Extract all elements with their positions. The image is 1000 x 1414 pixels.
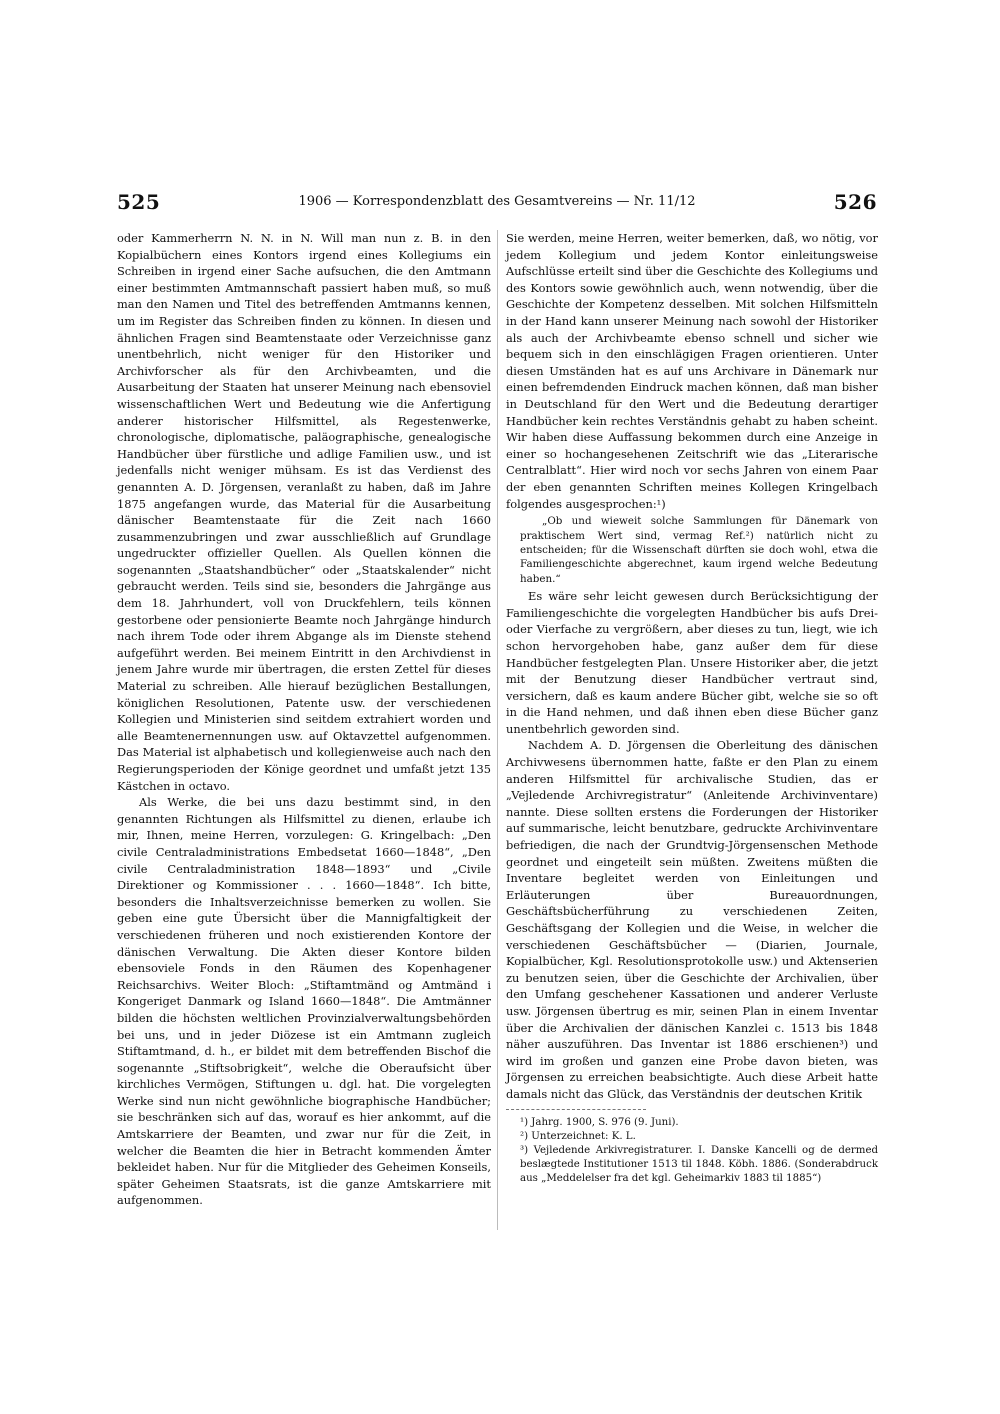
footnote-3: ³) Vejledende Arkivregistraturer. I. Danske Kancelli og de dermed beslægtede Institutioner 1513 til 1848. Köbh. 1886. (Sonderabdruck aus „Meddelelser fra det kgl. Geheimarkiv 1883 til 1885“)	[520, 1144, 878, 1184]
right-column	[506, 230, 878, 1186]
right-paragraph-3: Nachdem A. D. Jörgensen die Oberleitung des dänischen Archivwesens übernommen hatte, faßte er den Plan zu einem anderen Hilfsmittel für archivalische Studien, das er „Vejledende Archivregistratur“ (Anleitende Archivinventare) nannte. Diese sollten erstens die Forderungen der Historiker auf summarische, leicht benutzbare, gedruckte Archivinventare befriedigen, die nach der Grundtvig-Jörgensenschen Methode geordnet und eingeteilt sein müßten. Zweitens müßten die Inventare begleitet werden von Einleitungen und Erläuterungen über Bureauordnungen, Geschäftsbücherführung zu verschiedenen Zeiten, Geschäftsgang der Kollegien und die Weise, in welcher die verschiedenen Geschäftsbücher — (Diarien, Journale, Kopialbücher, Kgl. Resolutionsprotokolle usw.) und Aktenserien zu benutzen seien, über die Geschichte der Archivalien, über den Umfang geschehener Kassationen und anderer Verluste usw. Jörgensen übertrug es mir, seinen Plan in einem Inventar über die Archivalien der dänischen Kanzlei c. 1513 bis 1848 näher auszuführen. Das Inventar ist 1886 erschienen³) und wird im großen und ganzen eine Probe davon bieten, was Jörgensen zu erreichen beabsichtigte. Auch diese Arbeit hatte damals nicht das Glück, das Verständnis der deutschen Kritik	[506, 738, 878, 1101]
footnote-1: ¹) Jahrg. 1900, S. 976 (9. Juni).	[520, 1116, 679, 1128]
left-paragraph-1: oder Kammerherrn N. N. in N. Will man nun z. B. in den Kopialbüchern eines Kontors irgend eines Kollegiums ein Schreiben in irgend einer Sache aufsuchen, die den Amtmann einer bestimmten Amtmannschaft passiert haben muß, so muß man den Namen und Titel des betreffenden Amtmanns kennen, um im Register das Schreiben finden zu können. In diesen und ähnlichen Fragen sind Beamtenstaate oder Verzeichnisse ganz unentbehrlich, nicht weniger für den Historiker und Archivforscher als für den Archivbeamten, und die Ausarbeitung der Staaten hat unserer Meinung nach ebensoviel wissenschaftlichen Wert und Bedeutung wie die Anfertigung anderer historischer Hilfsmittel, als Regestenwerke, chronologische, diplomatische, paläographische, genealogische Handbücher über fürstliche und adlige Familien usw., und ist jedenfalls nicht weniger mühsam. Es ist das Verdienst des genannten A. D. Jörgensen, veranlaßt zu haben, daß im Jahre 1875 angefangen wurde, das Material für die Ausarbeitung dänischer Beamtenstaate für die Zeit nach 1660 zusammenzubringen und zwar ausschließlich auf Grundlage ungedruckter offizieller Quellen. Als Quellen können die sogenannten „Staatshandbücher“ oder „Staatskalender“ nicht gebraucht werden. Teils sind sie, besonders die Jahrgänge aus dem 18. Jahrhundert, voll von Druckfehlern, teils können gestorbene oder pensionierte Beamte noch Jahrgänge hindurch nach ihrem Tode oder ihrem Abgange als im Dienste stehend aufgeführt werden. Bei meinem Eintritt in den Archivdienst in jenem Jahre wurde mir übertragen, die ersten Zettel für dieses Material zu schreiben. Alle hierauf bezüglichen Bestallungen, königlichen Resolutionen, Patente usw. der verschiedenen Kollegien und Ministerien sind seitdem extrahiert worden und alle Beamtenernennungen usw. auf Oktavzettel aufgenommen. Das Material ist alphabetisch und kollegienweise auch nach den Regierungsperioden der Könige geordnet und umfaßt jetzt 135 Kästchen in octavo.	[117, 231, 491, 793]
page-header	[117, 190, 877, 220]
right-paragraph-2: Es wäre sehr leicht gewesen durch Berücksichtigung der Familiengeschichte die vorgelegten Handbücher bis aufs Drei- oder Vierfache zu vergrößern, aber dieses zu tun, liegt, wie ich schon hervorgehoben habe, ganz außer dem für diese Handbücher festgelegten Plan. Unsere Historiker aber, die jetzt mit der Benutzung dieser Handbücher vertraut sind, versichern, daß es kaum andere Bücher gibt, welche sie so oft in die Hand nehmen, und daß ihnen eben diese Bücher ganz unentbehrlich geworden sind.	[506, 589, 878, 736]
column-divider	[497, 230, 498, 1230]
left-paragraph-2: Als Werke, die bei uns dazu bestimmt sind, in den genannten Richtungen als Hilfsmittel zu dienen, erlaube ich mir, Ihnen, meine Herren, vorzulegen: G. Kringelbach: „Den civile Centraladministrations Embedsetat 1660—1848“, „Den civile Centraladministration 1848—1893“ und „Civile Direktioner og Kommissioner . . . 1660—1848“. Ich bitte, besonders die Inhaltsverzeichnisse bemerken zu wollen. Sie geben eine gute Übersicht über die Mannigfaltigkeit der verschiedenen früheren und noch existierenden Kontore der dänischen Verwaltung. Die Akten dieser Kontore bilden ebensoviele Fonds in den Räumen des Kopenhagener Reichsarchivs. Weiter Bloch: „Stiftamtmänd og Amtmänd i Kongeriget Danmark og Island 1660—1848“. Die Amtmänner bilden die höchsten weltlichen Provinzialverwaltungsbehörden bei uns, und in jeder Diözese ist ein Amtmann zugleich Stiftamtmand, d. h., er bildet mit dem betreffenden Bischof die sogenannte „Stiftsobrigkeit“, welche die Oberaufsicht über kirchliches Vermögen, Stiftungen u. dgl. hat. Die vorgelegten Werke sind nun nicht gewöhnliche biographische Handbücher; sie beschränken sich auf das, worauf es hier ankommt, auf die Amtskarriere der Beamten, und zwar nur für die Zeit, in welcher die Beamten die hier in Betracht kommenden Ämter bekleidet haben. Nur für die Mitglieder des Geheimen Konseils, später Geheimen Staatsrats, ist die ganze Amtskarriere mit aufgenommen.	[117, 795, 491, 1208]
left-column	[117, 230, 491, 1209]
footnote-rule	[506, 1109, 646, 1110]
footnote-2: ²) Unterzeichnet: K. L.	[520, 1130, 636, 1142]
page-number-left: 525	[117, 190, 161, 214]
running-title: 1906 — Korrespondenzblatt des Gesamtvereins — Nr. 11/12	[298, 194, 696, 209]
right-paragraph-1: Sie werden, meine Herren, weiter bemerken, daß, wo nötig, vor jedem Kollegium und jedem Kontor einleitungsweise Aufschlüsse erteilt sind über die Geschichte des Kollegiums und des Kontors sowie gewöhnlich auch, wenn notwendig, über die Geschichte der Kompetenz desselben. Mit solchen Hilfsmitteln in der Hand kann unserer Meinung nach sowohl der Historiker als auch der Archivbeamte ebenso schnell und sicher wie bequem sich in den einschlägigen Fragen orientieren. Unter diesen Umständen hat es auf uns Archivare in Dänemark nur einen befremdenden Eindruck machen können, daß man bisher in Deutschland für den Wert und die Bedeutung derartiger Handbücher kein rechtes Verständnis gehabt zu haben scheint. Wir haben diese Auffassung bekommen durch eine Anzeige in einer so hochangesehenen Zeitschrift wie das „Literarische Centralblatt“. Hier wird noch vor sechs Jahren von einem Paar der eben genannten Schriften meines Kollegen Kringelbach folgendes ausgesprochen:¹)	[506, 231, 878, 511]
block-quote: „Ob und wieweit solche Sammlungen für Dänemark von praktischem Wert sind, vermag Ref.²) natürlich nicht zu entscheiden; für die Wissenschaft dürften sie doch wohl, etwa die Familiengeschichte abgerechnet, kaum irgend welche Bedeutung haben.“	[520, 515, 878, 585]
page-number-right: 526	[833, 190, 877, 214]
